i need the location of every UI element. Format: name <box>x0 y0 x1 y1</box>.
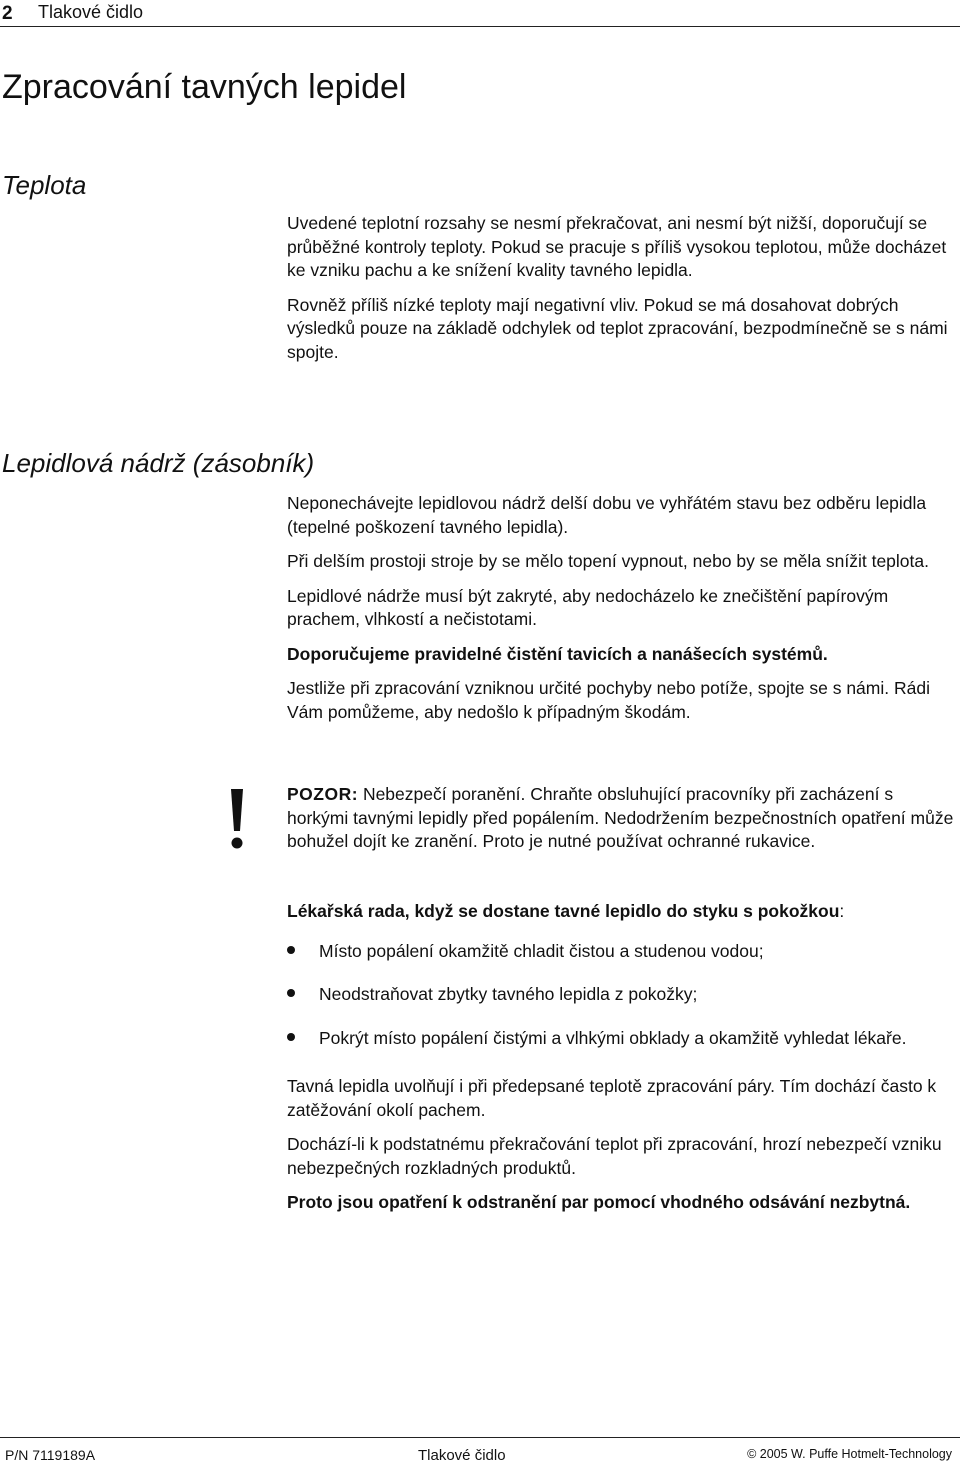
medical-heading: Lékařská rada, když se dostane tavné lepidlo do styku s pokožkou <box>287 901 840 921</box>
list-item: Místo popálení okamžitě chladit čistou a studenou vodou; <box>287 940 959 964</box>
warning-label: POZOR: <box>287 784 359 804</box>
warning-block <box>287 783 959 865</box>
list-item: Neodstraňovat zbytky tavného lepidla z pokožky; <box>287 983 959 1007</box>
paragraph: Lepidlové nádrže musí být zakryté, aby nedocházelo ke znečištění papírovým prachem, vlhkostí a nečistotami. <box>287 585 889 629</box>
page-number: 2 <box>2 3 13 24</box>
section-title-nadrz: Lepidlová nádrž (zásobník) <box>2 448 315 478</box>
medical-block <box>287 900 959 1064</box>
vapors-block <box>287 1075 959 1226</box>
page-footer <box>0 1437 960 1466</box>
copyright: © 2005 W. Puffe Hotmelt-Technology <box>747 1447 952 1461</box>
paragraph: Tavná lepidla uvolňují i při předepsané teplotě zpracování páry. Tím dochází často k zatěžování okolí pachem. <box>287 1076 937 1120</box>
paragraph: Neponechávejte lepidlovou nádrž delší dobu ve vyhřátém stavu bez odběru lepidla (tepelné poškození tavného lepidla). <box>287 493 927 537</box>
paragraph: Při delším prostoji stroje by se mělo topení vypnout, nebo by se měla snížit teplota. <box>287 551 929 571</box>
medical-list <box>287 940 959 1051</box>
exclamation-icon <box>197 781 277 853</box>
paragraph: Dochází-li k podstatnému překračování teplot při zpracování, hrozí nebezpečí vzniku nebezpečných rozkladných produktů. <box>287 1134 942 1178</box>
medical-heading-suffix: : <box>839 901 845 921</box>
bullet-icon <box>287 989 295 997</box>
warning-text: Nebezpečí poranění. Chraňte obsluhující pracovníky při zacházení s horkými tavnými lepidly před popálením. Nedodržením bezpečnostních opatření může bohužel dojít ke zranění. Proto je nutné používat ochranné rukavice. <box>287 784 954 851</box>
bold-recommendation: Doporučujeme pravidelné čistění tavicích a nanášecích systémů. <box>287 643 828 664</box>
bullet-icon <box>287 946 295 954</box>
part-number: P/N 7119189A <box>5 1447 96 1463</box>
bold-conclusion: Proto jsou opatření k odstranění par pomocí vhodného odsávání nezbytná. <box>287 1192 911 1212</box>
section-body-nadrz <box>287 492 959 735</box>
paragraph: Uvedené teplotní rozsahy se nesmí překračovat, ani nesmí být nižší, doporučují se průběžné kontroly teploty. Pokud se pracuje s příliš vysokou teplotou, může docházet ke vzniku pachu a ke snížení kvality tavného lepidla. <box>287 213 947 280</box>
list-item: Pokrýt místo popálení čistými a vlhkými obklady a okamžitě vyhledat lékaře. <box>287 1027 959 1051</box>
header-title: Tlakové čidlo <box>38 2 144 22</box>
bullet-icon <box>287 1033 295 1041</box>
footer-title: Tlakové čidlo <box>418 1447 506 1464</box>
page-title: Zpracování tavných lepidel <box>2 68 407 106</box>
contact-paragraph: Jestliže při zpracování vzniknou určité pochyby nebo potíže, spojte se s námi. Rádi Vám pomůžeme, aby nedošlo k případným škodám. <box>287 678 930 722</box>
paragraph: Rovněž příliš nízké teploty mají negativní vliv. Pokud se má dosahovat dobrých výsledků pouze na základě odchylek od teplot zpracování, bezpodmínečně se s námi spojte. <box>287 294 948 362</box>
section-title-teplota: Teplota <box>2 170 87 200</box>
page-header <box>0 0 960 27</box>
section-body-teplota <box>287 212 959 375</box>
